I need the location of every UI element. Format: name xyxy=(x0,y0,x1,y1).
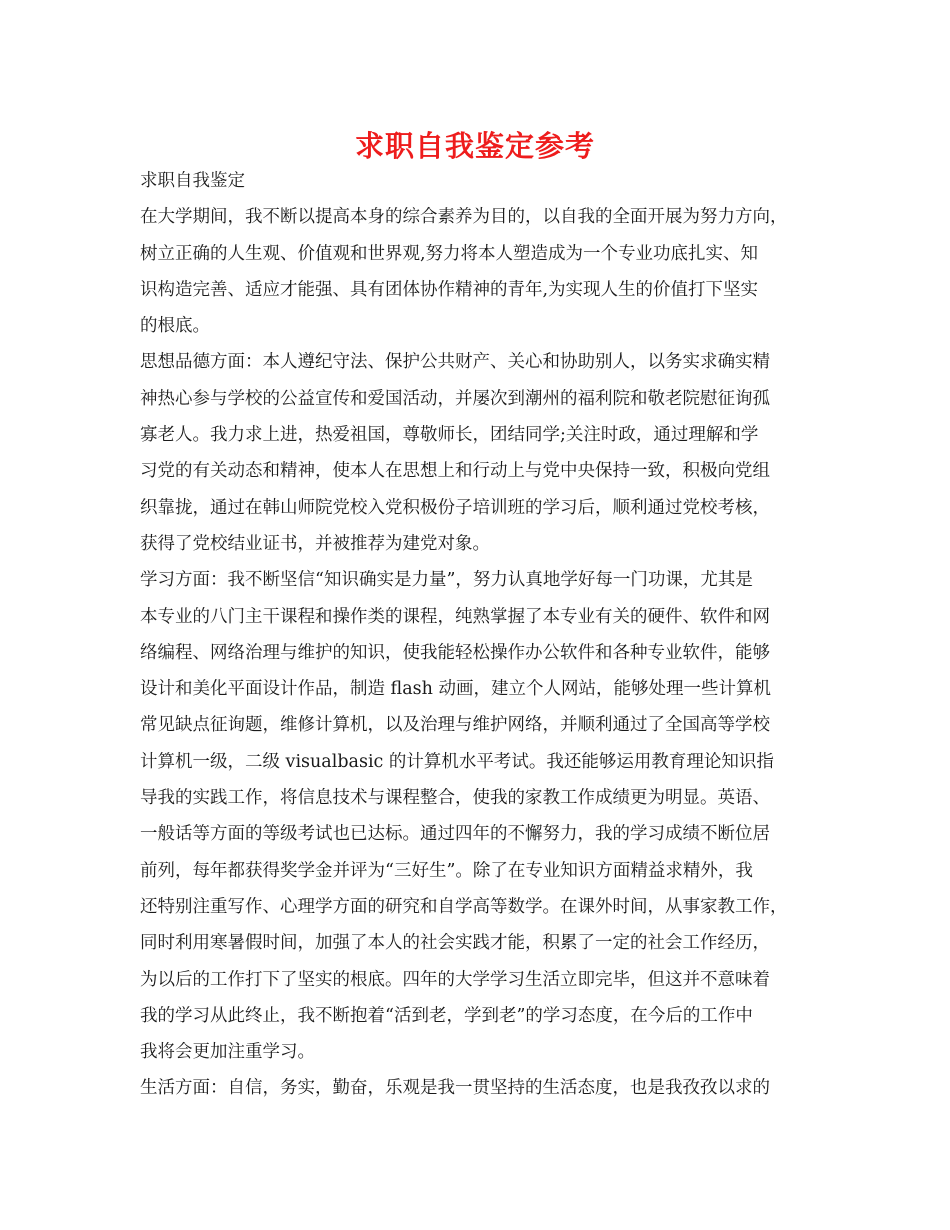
body-line: 我的学习从此终止，我不断抱着“活到老，学到老”的学习态度，在今后的工作中 xyxy=(140,1005,753,1026)
body-line: 络编程、网络治理与维护的知识，使我能轻松操作办公软件和各种专业软件，能够 xyxy=(140,642,770,663)
body-line: 常见缺点征询题，维修计算机，以及治理与维护网络，并顺利通过了全国高等学校 xyxy=(140,715,770,736)
body-line: 本专业的八门主干课程和操作类的课程，纯熟掌握了本专业有关的硬件、软件和网 xyxy=(140,606,770,627)
body-line: 在大学期间，我不断以提高本身的综合素养为目的，以自我的全面开展为努力方向， xyxy=(140,207,788,228)
body-line: 获得了党校结业证书，并被推荐为建党对象。 xyxy=(140,533,490,554)
body-line: 设计和美化平面设计作品，制造 flash 动画，建立个人网站，能够处理一些计算机 xyxy=(140,679,771,700)
body-line: 识构造完善、适应才能强、具有团体协作精神的青年,为实现人生的价值打下坚实 xyxy=(140,279,759,300)
body-line: 我将会更加注重学习。 xyxy=(140,1042,315,1063)
body-line: 习党的有关动态和精神，使本人在思想上和行动上与党中央保持一致，积极向党组 xyxy=(140,461,770,482)
body-line: 还特别注重写作、心理学方面的研究和自学高等数学。在课外时间，从事家教工作， xyxy=(140,896,788,917)
document-title: 求职自我鉴定参考 xyxy=(354,129,595,163)
body-line: 同时利用寒暑假时间，加强了本人的社会实践才能，积累了一定的社会工作经历， xyxy=(140,933,770,954)
body-line: 生活方面：自信，务实，勤奋，乐观是我一贯坚持的生活态度，也是我孜孜以求的 xyxy=(140,1078,770,1099)
body-line: 导我的实践工作，将信息技术与课程整合，使我的家教工作成绩更为明显。英语、 xyxy=(140,788,770,809)
body-line: 思想品德方面：本人遵纪守法、保护公共财产、关心和协助别人，以务实求确实精 xyxy=(140,352,770,373)
body-line: 寡老人。我力求上进，热爱祖国，尊敬师长，团结同学;关注时政，通过理解和学 xyxy=(140,425,759,446)
body-line: 前列，每年都获得奖学金并评为“三好生”。除了在专业知识方面精益求精外，我 xyxy=(140,860,753,881)
body-line: 计算机一级，二级 visualbasic 的计算机水平考试。我还能够运用教育理论知识指 xyxy=(140,751,774,772)
body-line: 的根底。 xyxy=(140,316,210,337)
body-line: 树立正确的人生观、价值观和世界观,努力将本人塑造成为一个专业功底扎实、知 xyxy=(140,243,759,264)
body-line: 一般话等方面的等级考试也已达标。通过四年的不懈努力，我的学习成绩不断位居 xyxy=(140,824,770,845)
body-line: 学习方面：我不断坚信“知识确实是力量”，努力认真地学好每一门功课，尤其是 xyxy=(140,570,753,591)
body-line: 求职自我鉴定 xyxy=(140,171,245,191)
document-body xyxy=(140,163,820,1107)
body-line: 为以后的工作打下了坚实的根底。四年的大学学习生活立即完毕，但这并不意味着 xyxy=(140,969,770,990)
body-line: 织靠拢，通过在韩山师院党校入党积极份子培训班的学习后，顺利通过党校考核， xyxy=(140,497,770,518)
body-line: 神热心参与学校的公益宣传和爱国活动，并屡次到潮州的福利院和敬老院慰征询孤 xyxy=(140,388,770,409)
